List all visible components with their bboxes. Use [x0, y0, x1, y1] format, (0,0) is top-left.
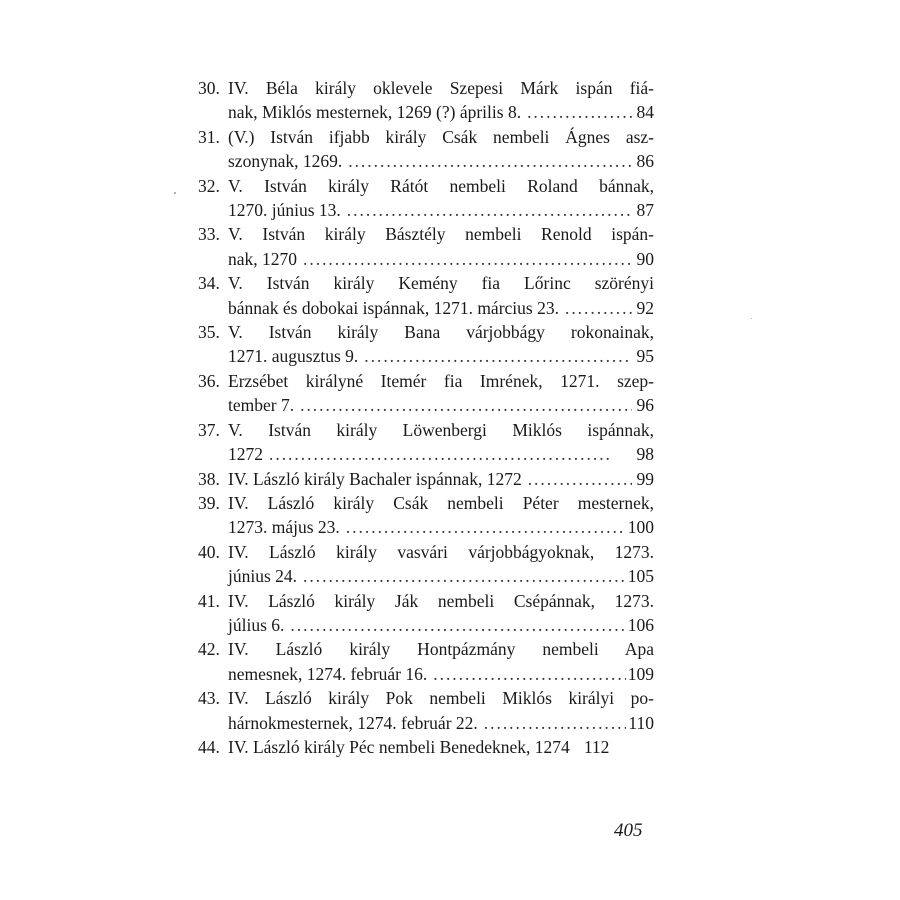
- entry-title-end: 1272: [228, 444, 263, 465]
- dot-leader: [300, 393, 632, 417]
- page-number: 90: [636, 248, 654, 269]
- entry-number: 39.: [198, 492, 220, 513]
- scan-speck: [174, 192, 176, 194]
- entry-title-line: V. István király Kemény fia Lőrinc szörényi: [228, 273, 654, 294]
- page-number: 92: [636, 297, 654, 318]
- toc-entry-43: [198, 686, 654, 735]
- entry-title-end: nak, Miklós mesternek, 1269 (?) április 8.: [228, 102, 522, 123]
- entry-title-line: V. István király Bana várjobbágy rokonainak,: [228, 322, 654, 343]
- entry-title-end: hárnokmesternek, 1274. február 22.: [228, 712, 478, 733]
- page-number: 99: [636, 468, 654, 489]
- entry-title-line: IV. László király vasvári várjobbágyoknak, 1273.: [228, 541, 654, 562]
- page-number: 106: [627, 614, 654, 635]
- entry-number: 43.: [198, 688, 220, 709]
- page-number: 84: [636, 102, 654, 123]
- entry-title-end: IV. László király Bachaler ispánnak, 1272: [228, 468, 522, 489]
- entry-title-line: Erzsébet királyné Itemér fia Imrének, 1271. szep-: [228, 370, 654, 391]
- page-folio-number: 405: [614, 820, 643, 841]
- dot-leader: [527, 100, 632, 124]
- toc-entry-41: [198, 589, 654, 638]
- dot-leader: [433, 662, 626, 686]
- toc-entry-35: [198, 320, 654, 369]
- page-number: 105: [627, 566, 654, 587]
- toc-entry-40: [198, 540, 654, 589]
- dot-leader: [347, 198, 632, 222]
- page-number: 98: [636, 444, 654, 465]
- dot-leader: [346, 515, 626, 539]
- entry-number: 44.: [198, 736, 220, 757]
- entry-title-end: tember 7.: [228, 395, 295, 416]
- toc-entry-31: [198, 125, 654, 174]
- entry-number: 35.: [198, 322, 220, 343]
- entry-title-line: V. István király Rátót nembeli Roland bánnak,: [228, 175, 654, 196]
- entry-title-end: IV. László király Péc nembeli Benedeknek, 1274: [228, 736, 570, 757]
- toc-entry-37: [198, 418, 654, 467]
- toc-entry-32: [198, 174, 654, 223]
- entry-number: 33.: [198, 224, 220, 245]
- entry-number: 32.: [198, 175, 220, 196]
- entry-title-end: 1270. június 13.: [228, 200, 341, 221]
- dot-leader: [484, 711, 627, 735]
- entry-title-line: IV. László király Ják nembeli Csépánnak, 1273.: [228, 590, 654, 611]
- entry-number: 36.: [198, 370, 220, 391]
- page-number: 96: [636, 395, 654, 416]
- toc-entry-33: [198, 222, 654, 271]
- dot-leader: [364, 344, 632, 368]
- toc-entry-36: [198, 369, 654, 418]
- dot-leader: [269, 442, 632, 466]
- entry-number: 41.: [198, 590, 220, 611]
- entry-title-line: (V.) István ifjabb király Csák nembeli Ágnes asz-: [228, 126, 654, 147]
- entry-title-line: IV. Béla király oklevele Szepesi Márk ispán fiá-: [228, 78, 654, 98]
- page-number: 87: [636, 200, 654, 221]
- page-number: 95: [636, 346, 654, 367]
- entry-number: 31.: [198, 126, 220, 147]
- entry-title-end: bánnak és dobokai ispánnak, 1271. március 23.: [228, 297, 559, 318]
- page-number: 109: [627, 663, 654, 684]
- table-of-contents: [198, 76, 654, 759]
- entry-number: 42.: [198, 639, 220, 660]
- entry-title-line: V. István király Básztély nembeli Renold ispán-: [228, 224, 654, 245]
- entry-title-end: nemesnek, 1274. február 16.: [228, 663, 428, 684]
- entry-number: 30.: [198, 78, 220, 98]
- page-number: 86: [636, 151, 654, 172]
- entry-title-line: IV. László király Csák nembeli Péter mesternek,: [228, 492, 654, 513]
- entry-number: 34.: [198, 273, 220, 294]
- entry-title-line: V. István király Löwenbergi Miklós ispánnak,: [228, 419, 654, 440]
- toc-entry-38: [198, 467, 654, 491]
- dot-leader: [348, 149, 632, 173]
- toc-entry-42: [198, 637, 654, 686]
- entry-title-line: IV. László király Pok nembeli Miklós királyi po-: [228, 688, 654, 709]
- entry-title-end: nak, 1270: [228, 248, 298, 269]
- entry-number: 40.: [198, 541, 220, 562]
- entry-title-end: szonynak, 1269.: [228, 151, 343, 172]
- page-number: 100: [627, 517, 654, 538]
- dot-leader: [528, 467, 632, 491]
- entry-number: 38.: [198, 468, 220, 489]
- toc-entry-30: [198, 76, 654, 125]
- toc-entry-34: [198, 271, 654, 320]
- page-number: 112: [583, 736, 610, 757]
- page-number: 110: [628, 712, 654, 733]
- entry-title-end: július 6.: [228, 614, 285, 635]
- toc-entry-39: [198, 491, 654, 540]
- dot-leader: [303, 247, 632, 271]
- toc-entry-44: [198, 735, 654, 759]
- entry-title-end: június 24.: [228, 566, 298, 587]
- scan-speck: [751, 318, 752, 319]
- entry-title-line: IV. László király Hontpázmány nembeli Apa: [228, 639, 654, 660]
- entry-title-end: 1273. május 23.: [228, 517, 340, 538]
- entry-number: 37.: [198, 419, 220, 440]
- dot-leader: [565, 296, 632, 320]
- dot-leader: [290, 613, 625, 637]
- entry-title-end: 1271. augusztus 9.: [228, 346, 359, 367]
- dot-leader: [303, 564, 626, 588]
